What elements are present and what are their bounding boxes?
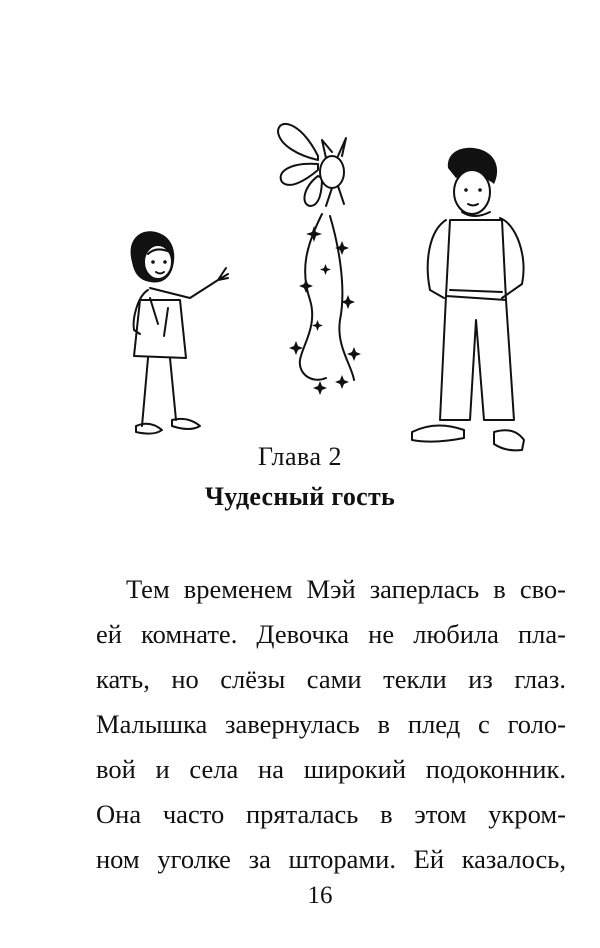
text-line: кать, но слёзы сами текли из глаз. — [96, 664, 566, 694]
chapter-number: Глава 2 — [257, 442, 343, 471]
text-line: ей комнате. Девочка не любила пла- — [96, 619, 566, 649]
body-text — [96, 567, 566, 882]
chapter-illustration — [0, 0, 600, 470]
text-line: Она часто пряталась в этом укром- — [96, 799, 566, 829]
text-line: Малышка завернулась в плед с голо- — [96, 709, 566, 739]
girl-figure — [131, 231, 228, 433]
text-line: Тем временем Мэй заперлась в сво- — [126, 574, 566, 604]
chapter-title: Чудесный гость — [204, 482, 396, 511]
boy-figure — [412, 148, 524, 451]
page-number: 16 — [307, 882, 333, 909]
text-line: ном уголке за шторами. Ей казалось, — [96, 844, 566, 874]
text-line: вой и села на широкий подоконник. — [96, 754, 566, 784]
